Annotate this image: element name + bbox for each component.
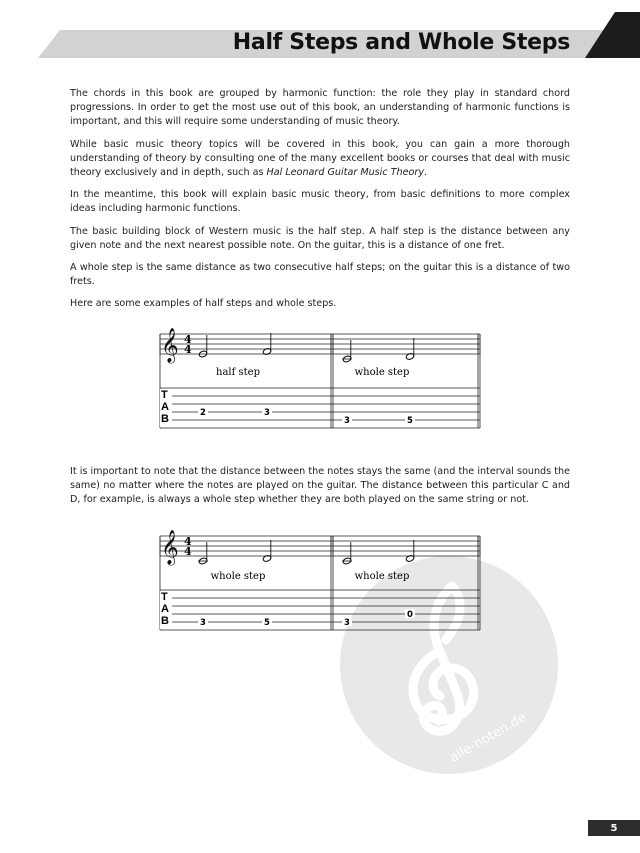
- paragraph-2-text: While basic music theory topics will be covered in this book, you can gain a more thorough understanding of theory by consulting one of the many excellent books or courses that deal with music theory exclusively and in depth, such as: [70, 138, 570, 179]
- treble-clef-icon: 𝄞: [161, 530, 179, 565]
- tab-clef-letter: B: [161, 615, 169, 627]
- time-signature-top: 4: [184, 333, 192, 346]
- note: [342, 340, 352, 363]
- time-signature-top: 4: [184, 535, 192, 548]
- tab-clef-letter: A: [161, 603, 169, 615]
- tab-clef-letter: B: [161, 413, 169, 425]
- staff-lines: [160, 334, 480, 354]
- tab-clef-letter: T: [161, 389, 168, 401]
- paragraph-2-end: .: [424, 167, 428, 179]
- paragraph-2: [70, 138, 570, 181]
- tab-fret-number: 2: [200, 408, 206, 418]
- paragraph-3: In the meantime, this book will explain basic music theory, from basic definitions to more complex ideas including harmonic functions.: [70, 189, 570, 215]
- explanation-text: [70, 465, 570, 516]
- measure-label: whole step: [210, 571, 266, 582]
- paragraph-7: It is important to note that the distance between the notes stays the same (and the interval sounds the same) no matter where the notes are played on the guitar. The distance between this particular C and D, for example, is always a whole step whether they are both played on the same string or not.: [70, 466, 570, 506]
- staff-lines: [160, 536, 480, 556]
- note: [342, 542, 352, 565]
- tab-clef-letter: A: [161, 401, 169, 413]
- tab-fret-number: 3: [344, 416, 350, 426]
- tab-fret-number: 3: [344, 618, 350, 628]
- tab-fret-number: 5: [264, 618, 270, 628]
- tab-fret-number: 5: [407, 416, 413, 426]
- page-number: 5: [588, 820, 640, 836]
- paragraph-5: A whole step is the same distance as two consecutive half steps; on the guitar this is a distance of two frets.: [70, 262, 570, 288]
- measure-label: half step: [216, 367, 260, 378]
- time-signature-bottom: 4: [184, 343, 192, 356]
- tab-fret-number: 3: [200, 618, 206, 628]
- paragraph-6: Here are some examples of half steps and whole steps.: [70, 298, 337, 310]
- intro-text: [70, 87, 570, 320]
- note: [198, 542, 208, 565]
- paragraph-4: The basic building block of Western music is the half step. A half step is the distance between any given note and the next nearest possible note. On the guitar, this is a distance of one fret.: [70, 225, 570, 251]
- note: [198, 335, 207, 358]
- paragraph-2-book-title: Hal Leonard Guitar Music Theory: [266, 167, 424, 179]
- notation-example-2: [155, 524, 485, 636]
- measure-label: whole step: [354, 571, 410, 582]
- measure-label: whole step: [354, 367, 410, 378]
- time-signature-bottom: 4: [184, 545, 192, 558]
- notation-example-1: [155, 322, 485, 434]
- tab-fret-number: 3: [264, 408, 270, 418]
- tab-fret-number: 0: [407, 610, 413, 620]
- page-title: Half Steps and Whole Steps: [232, 30, 570, 55]
- watermark-text: alle-noten.de: [447, 710, 530, 766]
- paragraph-1: The chords in this book are grouped by harmonic function: the role they play in standard chord progressions. In order to get the most use out of this book, an understanding of harmonic functions is important, and this will require some understanding of music theory.: [70, 88, 570, 128]
- tab-clef-letter: T: [161, 591, 168, 603]
- treble-clef-icon: 𝄞: [161, 328, 179, 363]
